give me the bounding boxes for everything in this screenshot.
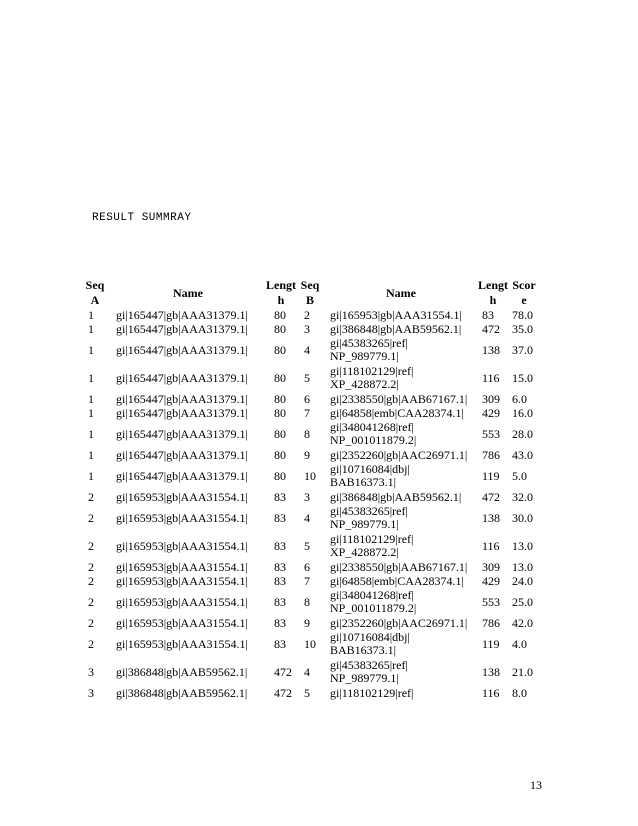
cell-length-a: 83 (274, 489, 286, 504)
cell-seq-a: 1 (88, 447, 94, 462)
cell-seq-a: 1 (88, 321, 94, 336)
cell-seq-b: 7 (304, 573, 310, 588)
table-row (80, 532, 540, 560)
cell-seq-b: 4 (304, 342, 310, 357)
cell-name-b: gi|64858|emb|CAA28374.1| (330, 405, 464, 420)
cell-seq-b: 6 (304, 559, 310, 574)
cell-seq-b: 10 (304, 636, 316, 651)
cell-name-a: gi|165447|gb|AAA31379.1| (116, 426, 248, 441)
result-summary-heading: RESULT SUMMRAY (92, 212, 192, 224)
cell-seq-b: 10 (304, 468, 316, 483)
cell-name-b: gi|2338550|gb|AAB67167.1| (330, 391, 468, 406)
cell-name-a: gi|165953|gb|AAA31554.1| (116, 559, 248, 574)
cell-seq-a: 2 (88, 636, 94, 651)
cell-seq-b: 5 (304, 538, 310, 553)
table-row (80, 574, 540, 588)
cell-name-b: gi|118102129|ref| XP_428872.2| (330, 532, 414, 559)
cell-length-b: 138 (482, 664, 500, 679)
cell-name-b: gi|2338550|gb|AAB67167.1| (330, 559, 468, 574)
cell-length-b: 553 (482, 426, 500, 441)
cell-seq-a: 2 (88, 538, 94, 553)
cell-seq-a: 2 (88, 510, 94, 525)
table-row (80, 406, 540, 420)
cell-length-b: 116 (482, 538, 500, 553)
cell-length-a: 80 (274, 370, 286, 385)
cell-length-b: 138 (482, 510, 500, 525)
cell-length-b: 309 (482, 391, 500, 406)
cell-seq-b: 5 (304, 370, 310, 385)
cell-score: 13.0 (512, 538, 533, 553)
cell-name-b: gi|165953|gb|AAA31554.1| (330, 307, 462, 322)
cell-length-a: 80 (274, 468, 286, 483)
table-body (80, 308, 540, 700)
page-number: 13 (530, 778, 542, 792)
cell-length-a: 80 (274, 321, 286, 336)
cell-name-a: gi|165953|gb|AAA31554.1| (116, 489, 248, 504)
cell-seq-a: 1 (88, 468, 94, 483)
cell-length-b: 119 (482, 636, 500, 651)
cell-name-b: gi|45383265|ref| NP_989779.1| (330, 336, 408, 363)
cell-name-a: gi|165447|gb|AAA31379.1| (116, 447, 248, 462)
cell-score: 35.0 (512, 321, 533, 336)
cell-length-a: 472 (274, 685, 292, 700)
cell-score: 25.0 (512, 594, 533, 609)
cell-name-a: gi|386848|gb|AAB59562.1| (116, 664, 248, 679)
cell-length-a: 83 (274, 594, 286, 609)
cell-score: 5.0 (512, 468, 527, 483)
cell-name-b: gi|118102129|ref| (330, 685, 414, 700)
header-seq-a: Seq A (85, 278, 105, 307)
cell-name-a: gi|165447|gb|AAA31379.1| (116, 307, 248, 322)
cell-seq-b: 8 (304, 594, 310, 609)
cell-length-b: 553 (482, 594, 500, 609)
header-name-a: Name (173, 285, 203, 300)
cell-length-a: 83 (274, 615, 286, 630)
cell-length-a: 83 (274, 636, 286, 651)
cell-length-b: 786 (482, 615, 500, 630)
cell-score: 42.0 (512, 615, 533, 630)
cell-name-a: gi|165447|gb|AAA31379.1| (116, 405, 248, 420)
cell-length-a: 83 (274, 538, 286, 553)
cell-seq-b: 3 (304, 489, 310, 504)
cell-length-b: 429 (482, 573, 500, 588)
cell-length-a: 83 (274, 510, 286, 525)
cell-seq-b: 4 (304, 510, 310, 525)
cell-score: 28.0 (512, 426, 533, 441)
cell-score: 4.0 (512, 636, 527, 651)
table-row (80, 616, 540, 630)
cell-seq-b: 4 (304, 664, 310, 679)
cell-seq-a: 2 (88, 489, 94, 504)
cell-name-a: gi|165447|gb|AAA31379.1| (116, 342, 248, 357)
cell-seq-b: 5 (304, 685, 310, 700)
cell-length-a: 80 (274, 391, 286, 406)
cell-score: 8.0 (512, 685, 527, 700)
cell-length-a: 80 (274, 405, 286, 420)
cell-score: 78.0 (512, 307, 533, 322)
cell-seq-b: 9 (304, 615, 310, 630)
cell-score: 16.0 (512, 405, 533, 420)
cell-seq-a: 2 (88, 594, 94, 609)
cell-seq-b: 7 (304, 405, 310, 420)
cell-name-a: gi|386848|gb|AAB59562.1| (116, 685, 248, 700)
cell-seq-a: 2 (88, 559, 94, 574)
cell-seq-a: 1 (88, 342, 94, 357)
cell-score: 15.0 (512, 370, 533, 385)
cell-score: 6.0 (512, 391, 527, 406)
cell-seq-a: 1 (88, 405, 94, 420)
cell-score: 43.0 (512, 447, 533, 462)
table-row (80, 336, 540, 364)
cell-length-b: 119 (482, 468, 500, 483)
cell-length-b: 138 (482, 342, 500, 357)
table-row (80, 448, 540, 462)
cell-seq-a: 1 (88, 307, 94, 322)
cell-length-b: 786 (482, 447, 500, 462)
cell-seq-a: 1 (88, 426, 94, 441)
cell-name-a: gi|165953|gb|AAA31554.1| (116, 615, 248, 630)
cell-length-b: 83 (482, 307, 494, 322)
cell-name-b: gi|2352260|gb|AAC26971.1| (330, 615, 468, 630)
cell-name-a: gi|165953|gb|AAA31554.1| (116, 538, 248, 553)
cell-seq-b: 3 (304, 321, 310, 336)
header-score: Scor e (512, 278, 536, 307)
cell-name-b: gi|386848|gb|AAB59562.1| (330, 321, 462, 336)
table-row (80, 392, 540, 406)
cell-name-b: gi|10716084|dbj| BAB16373.1| (330, 462, 410, 489)
cell-name-a: gi|165447|gb|AAA31379.1| (116, 468, 248, 483)
table-row (80, 686, 540, 700)
cell-name-a: gi|165953|gb|AAA31554.1| (116, 510, 248, 525)
cell-seq-a: 1 (88, 370, 94, 385)
cell-name-a: gi|165447|gb|AAA31379.1| (116, 370, 248, 385)
cell-length-a: 83 (274, 559, 286, 574)
cell-seq-b: 8 (304, 426, 310, 441)
table-row (80, 490, 540, 504)
header-name-b: Name (386, 285, 416, 300)
cell-name-a: gi|165953|gb|AAA31554.1| (116, 573, 248, 588)
cell-length-a: 80 (274, 307, 286, 322)
cell-length-b: 309 (482, 559, 500, 574)
table-row (80, 630, 540, 658)
cell-score: 21.0 (512, 664, 533, 679)
cell-length-b: 429 (482, 405, 500, 420)
cell-name-a: gi|165447|gb|AAA31379.1| (116, 391, 248, 406)
header-length-a: Lengt h (266, 278, 296, 307)
header-length-b: Lengt h (478, 278, 508, 307)
cell-name-b: gi|118102129|ref| XP_428872.2| (330, 364, 414, 391)
cell-score: 30.0 (512, 510, 533, 525)
cell-length-b: 116 (482, 685, 500, 700)
cell-seq-b: 9 (304, 447, 310, 462)
cell-seq-a: 3 (88, 664, 94, 679)
cell-name-a: gi|165447|gb|AAA31379.1| (116, 321, 248, 336)
table-row (80, 308, 540, 322)
cell-seq-b: 6 (304, 391, 310, 406)
cell-seq-a: 3 (88, 685, 94, 700)
cell-length-a: 80 (274, 426, 286, 441)
cell-name-b: gi|45383265|ref| NP_989779.1| (330, 504, 408, 531)
table-row (80, 420, 540, 448)
cell-name-a: gi|165953|gb|AAA31554.1| (116, 594, 248, 609)
cell-length-a: 80 (274, 342, 286, 357)
cell-score: 13.0 (512, 559, 533, 574)
cell-seq-b: 2 (304, 307, 310, 322)
cell-length-a: 83 (274, 573, 286, 588)
cell-seq-a: 1 (88, 391, 94, 406)
cell-score: 37.0 (512, 342, 533, 357)
table-row (80, 322, 540, 336)
cell-length-a: 80 (274, 447, 286, 462)
cell-name-b: gi|10716084|dbj| BAB16373.1| (330, 630, 410, 657)
table-row (80, 462, 540, 490)
table-row (80, 364, 540, 392)
table-header-row (80, 278, 540, 308)
cell-name-b: gi|348041268|ref| NP_001011879.2| (330, 420, 417, 447)
cell-name-b: gi|386848|gb|AAB59562.1| (330, 489, 462, 504)
cell-length-b: 116 (482, 370, 500, 385)
cell-seq-a: 2 (88, 615, 94, 630)
cell-score: 24.0 (512, 573, 533, 588)
cell-score: 32.0 (512, 489, 533, 504)
cell-seq-a: 2 (88, 573, 94, 588)
cell-length-a: 472 (274, 664, 292, 679)
result-table (80, 278, 540, 700)
table-row (80, 504, 540, 532)
cell-name-b: gi|45383265|ref| NP_989779.1| (330, 658, 408, 685)
cell-name-b: gi|2352260|gb|AAC26971.1| (330, 447, 468, 462)
cell-name-b: gi|64858|emb|CAA28374.1| (330, 573, 464, 588)
table-row (80, 588, 540, 616)
cell-length-b: 472 (482, 489, 500, 504)
cell-length-b: 472 (482, 321, 500, 336)
cell-name-a: gi|165953|gb|AAA31554.1| (116, 636, 248, 651)
table-row (80, 658, 540, 686)
header-seq-b: Seq B (300, 278, 320, 307)
cell-name-b: gi|348041268|ref| NP_001011879.2| (330, 588, 417, 615)
table-row (80, 560, 540, 574)
